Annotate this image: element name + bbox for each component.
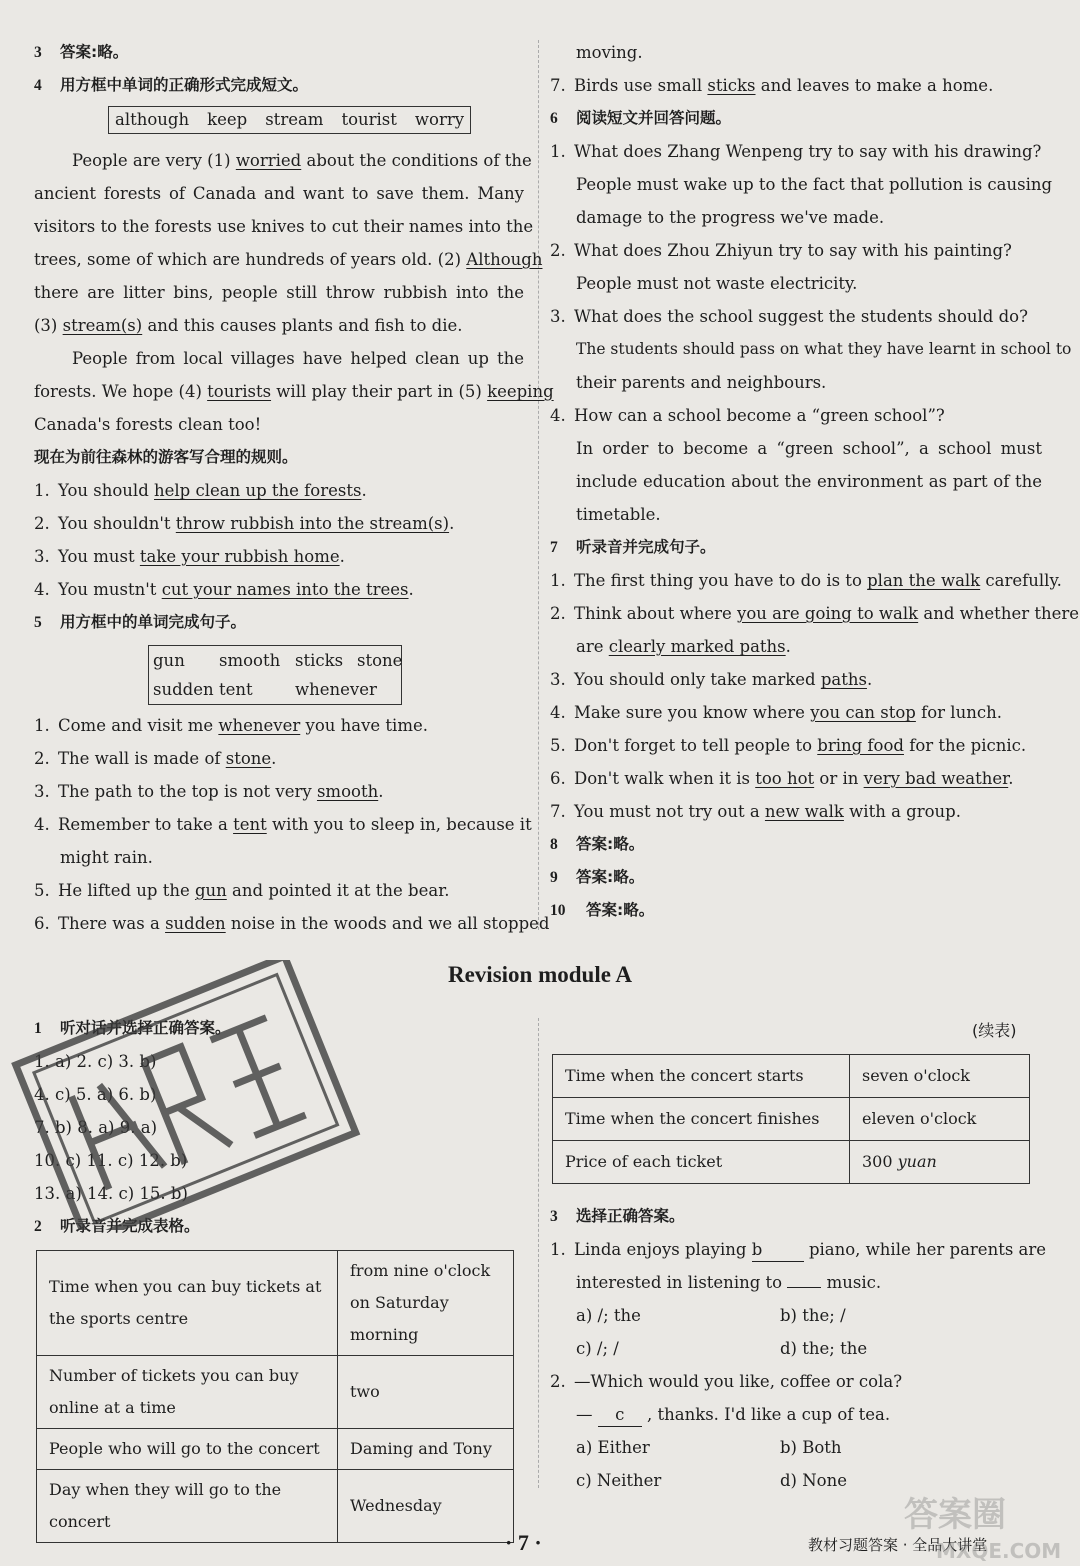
table-cell-value: Wednesday [338,1470,514,1543]
rev-q1-answers: 10. c) 11. c) 12. b) [34,1151,188,1170]
passage-line: (3) stream(s) and this causes plants and fish to die. [34,316,463,335]
table-row [37,1429,514,1470]
watermark-text: 答案圈 [904,1495,1006,1535]
word-box-row: sudden tent whenever [153,680,377,699]
rev-q3-item: 2. —Which would you like, coffee or cola? [550,1372,903,1391]
concert-table-continued [552,1054,1030,1184]
q7-item: 2. Think about where you are going to walk and whether there [550,604,1080,623]
table-cell-key: Number of tickets you can buy online at a time [37,1356,338,1429]
q5-item: 7. Birds use small sticks and leaves to make a home. [550,76,994,95]
rule-item: 3. You must take your rubbish home. [34,547,345,566]
table-cell-key: People who will go to the concert [37,1429,338,1470]
rev-q3-item: 1. Linda enjoys playing b piano, while her parents are [550,1233,1040,1266]
rule-item: 4. You mustn't cut your names into the trees. [34,580,414,599]
q6-question: 4. How can a school become a “green school”? [550,406,945,425]
q6-question: 2. What does Zhou Zhiyun try to say with his painting? [550,241,1012,260]
table-cell-value: seven o'clock [850,1055,1030,1098]
rev-q3-item-cont: interested in listening to music. [576,1273,882,1292]
q7-item-cont: are clearly marked paths. [576,637,791,656]
revision-right-column [550,1200,1047,1497]
q6-heading: 6 阅读短文并回答问题。 [550,109,732,127]
table-cell-key: Time when you can buy tickets at the sports centre [37,1251,338,1356]
q4-heading: 4 用方框中单词的正确形式完成短文。 [34,76,309,94]
table-row [553,1098,1030,1141]
q6-answer: their parents and neighbours. [576,373,827,392]
table-row [553,1055,1030,1098]
table-cell-value: 300 yuan [850,1141,1030,1184]
rules-title: 现在为前往森林的游客写合理的规则。 [34,448,298,466]
passage-line: People from local villages have helped clean up the [72,349,524,368]
section-title: Revision module A [447,962,633,987]
q6-answer: In order to become a “green school”, a school must [576,439,1042,458]
table-row [553,1141,1030,1184]
q5-item: 5. He lifted up the gun and pointed it at the bear. [34,881,450,900]
rev-q1-answers: 7. b) 8. a) 9. a) [34,1118,158,1137]
revision-left-column [34,1012,524,1243]
q7-item: 5. Don't forget to tell people to bring food for the picnic. [550,736,1027,755]
word-box-row: gun smooth sticks stone [153,651,403,670]
q6-answer: People must wake up to the fact that pollution is causing [576,175,1053,194]
rev-q1-answers: 13. a) 14. c) 15. b) [34,1184,188,1203]
passage-line: Canada's forests clean too! [34,415,262,434]
right-column [550,36,1080,927]
q7-item: 4. Make sure you know where you can stop for lunch. [550,703,1002,722]
q7-item: 7. You must not try out a new walk with a group. [550,802,961,821]
q8-line: 8 答案:略。 [550,835,645,853]
continued-table-label: (续表) [972,1021,1017,1040]
q5-item-cont: might rain. [60,848,153,867]
q6-answer: include education about the environment as part of the [576,472,1042,491]
table-row [37,1251,514,1356]
table-cell-key: Day when they will go to the concert [37,1470,338,1543]
table-cell-key: Time when the concert finishes [553,1098,850,1141]
q7-item: 3. You should only take marked paths. [550,670,873,689]
passage [34,142,554,441]
passage-line: ancient forests of Canada and want to save them. Many [34,184,524,203]
table-cell-value: Daming and Tony [338,1429,514,1470]
table-cell-key: Time when the concert starts [553,1055,850,1098]
rev-q1-answers: 1. a) 2. c) 3. b) [34,1052,157,1071]
column-divider [538,1018,539,1488]
q4-word-box-row [34,102,524,142]
left-column [34,36,554,940]
q10-line: 10 答案:略。 [550,901,655,919]
table-cell-value: eleven o'clock [850,1098,1030,1141]
table-cell-value: from nine o'clock on Saturday morning [338,1251,514,1356]
table-cell-key: Price of each ticket [553,1141,850,1184]
word-box: although keep stream tourist worry [108,106,471,134]
rev-q3-item-cont: — c , thanks. I'd like a cup of tea. [550,1398,1040,1431]
q5-item: 3. The path to the top is not very smooth. [34,782,384,801]
rule-item: 1. You should help clean up the forests. [34,481,367,500]
q5-item: 2. The wall is made of stone. [34,749,277,768]
q5-item: 6. There was a sudden noise in the woods and we all stopped [34,914,550,933]
q7-item: 6. Don't walk when it is too hot or in very bad weather. [550,769,1014,788]
footer-title: 教材习题答案 · 全品大讲堂 [808,1536,988,1554]
watermark-url: MXQE.COM [936,1539,1062,1563]
concert-table [36,1250,514,1543]
q6-answer: People must not waste electricity. [576,274,858,293]
passage-line: there are litter bins, people still throw rubbish into the [34,283,524,302]
watermark-logo-icon [896,1484,1076,1564]
q3-line: 3 答案:略。 [34,43,129,61]
table-cell-value: two [338,1356,514,1429]
column-divider [538,40,539,930]
q6-answer: damage to the progress we've made. [576,208,885,227]
passage-line: visitors to the forests use knives to cut their names into the [34,217,534,236]
q5-item: 1. Come and visit me whenever you have time. [34,716,428,735]
q6-question: 1. What does Zhang Wenpeng try to say with his drawing? [550,142,1042,161]
passage-line: trees, some of which are hundreds of years old. (2) Although [34,250,543,269]
q7-heading: 7 听录音并完成句子。 [550,538,716,556]
passage-line: forests. We hope (4) tourists will play their part in (5) keeping [34,382,554,401]
continued-text: moving. [576,43,643,62]
rev-q3-options: a) Either b) Both [576,1438,842,1457]
passage-line: People are very (1) worried about the conditions of the [72,151,532,170]
rev-q1-answers: 4. c) 5. a) 6. b) [34,1085,157,1104]
q9-line: 9 答案:略。 [550,868,645,886]
q6-answer: The students should pass on what they have learnt in school to [576,340,1072,358]
word-box [148,645,402,705]
rule-item: 2. You shouldn't throw rubbish into the stream(s). [34,514,455,533]
rev-q1-heading: 1 听对话并选择正确答案。 [34,1019,231,1037]
q6-question: 3. What does the school suggest the students should do? [550,307,1028,326]
page-number: · 7 · [505,1530,542,1555]
q5-word-box-row [34,639,524,709]
rev-q3-options: c) /; / d) the; the [576,1339,868,1358]
rev-q3-options: c) Neither d) None [576,1471,848,1490]
rev-q3-options: a) /; the b) the; / [576,1306,846,1325]
q7-item: 1. The first thing you have to do is to plan the walk carefully. [550,571,1062,590]
q5-heading: 5 用方框中的单词完成句子。 [34,613,247,631]
q5-item: 4. Remember to take a tent with you to sleep in, because it [34,815,532,834]
q6-answer: timetable. [576,505,661,524]
table-row [37,1356,514,1429]
rev-q3-heading: 3 选择正确答案。 [550,1207,685,1225]
table-row [37,1470,514,1543]
rev-q2-heading: 2 听录音并完成表格。 [34,1217,200,1235]
